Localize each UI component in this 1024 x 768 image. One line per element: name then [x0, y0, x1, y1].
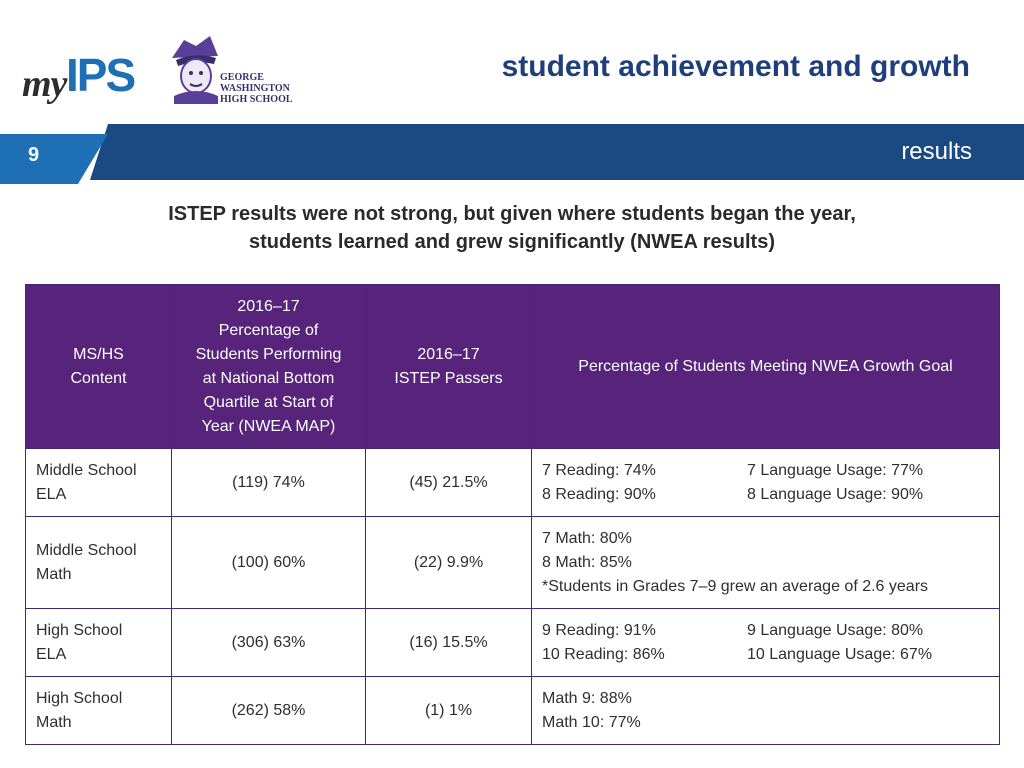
school-mascot-icon [166, 34, 224, 104]
table-row [26, 449, 1000, 517]
content-line: ELA [36, 645, 67, 663]
content-line: Math [36, 565, 72, 583]
page-title: student achievement and growth [501, 50, 970, 83]
cell-bottom-quartile: (119) 74% [172, 449, 366, 517]
table-row [26, 677, 1000, 745]
header-bq-line: 2016–17 [237, 297, 300, 315]
growth-line: Math 10: 77% [542, 713, 641, 731]
header-growth: Percentage of Students Meeting NWEA Growth Goal [532, 285, 1000, 449]
header-content-line: Content [70, 369, 127, 387]
cell-growth [532, 609, 1000, 677]
subtitle-line2: students learned and grew significantly (NWEA results) [248, 231, 775, 253]
growth-note: *Students in Grades 7–9 grew an average of 2.6 years [542, 577, 929, 595]
header-bq-line: Year (NWEA MAP) [201, 417, 336, 435]
cell-bottom-quartile: (262) 58% [172, 677, 366, 745]
content-line: High School [36, 621, 123, 639]
header-content [26, 285, 172, 449]
cell-content [26, 677, 172, 745]
table-header-row [26, 285, 1000, 449]
cell-istep: (1) 1% [366, 677, 532, 745]
table-row [26, 517, 1000, 609]
header-bq-line: Students Performing [195, 345, 342, 363]
cell-content [26, 609, 172, 677]
header-bottom-quartile [172, 285, 366, 449]
header-istep-line: ISTEP Passers [394, 369, 503, 387]
subtitle [60, 200, 964, 256]
myips-logo [22, 48, 148, 108]
results-table [25, 284, 1000, 745]
content-line: ELA [36, 485, 67, 503]
cell-growth [532, 517, 1000, 609]
content-line: Middle School [36, 461, 137, 479]
cell-istep: (45) 21.5% [366, 449, 532, 517]
school-logo-line2: WASHINGTON [220, 83, 290, 94]
growth-line: 8 Language Usage: 90% [747, 485, 924, 503]
growth-line: 7 Math: 80% [542, 529, 632, 547]
section-label: results [901, 138, 972, 165]
cell-content [26, 517, 172, 609]
header-istep-line: 2016–17 [417, 345, 480, 363]
myips-logo-ips: IPS [66, 49, 135, 101]
growth-line: 9 Reading: 91% [542, 621, 656, 639]
growth-line: Math 9: 88% [542, 689, 632, 707]
cell-growth [532, 677, 1000, 745]
subtitle-line1: ISTEP results were not strong, but given where students began the year, [168, 203, 856, 225]
growth-line: 7 Reading: 74% [542, 461, 656, 479]
header-bq-line: Quartile at Start of [203, 393, 334, 411]
section-banner [0, 124, 1024, 184]
growth-line: 9 Language Usage: 80% [747, 621, 924, 639]
cell-bottom-quartile: (100) 60% [172, 517, 366, 609]
growth-line: 8 Reading: 90% [542, 485, 656, 503]
header-bq-line: at National Bottom [202, 369, 335, 387]
myips-logo-my: my [22, 63, 67, 105]
school-logo-line3: HIGH SCHOOL [220, 94, 293, 105]
cell-bottom-quartile: (306) 63% [172, 609, 366, 677]
header-istep [366, 285, 532, 449]
header-bq-line: Percentage of [218, 321, 319, 339]
growth-line: 8 Math: 85% [542, 553, 632, 571]
header-content-line: MS/HS [73, 345, 124, 363]
page-number: 9 [28, 144, 40, 166]
content-line: Math [36, 713, 72, 731]
school-logo [166, 34, 306, 106]
growth-line: 10 Language Usage: 67% [747, 645, 933, 663]
content-line: High School [36, 689, 123, 707]
table-row [26, 609, 1000, 677]
content-line: Middle School [36, 541, 137, 559]
cell-istep: (22) 9.9% [366, 517, 532, 609]
cell-growth [532, 449, 1000, 517]
cell-content [26, 449, 172, 517]
growth-line: 7 Language Usage: 77% [747, 461, 924, 479]
cell-istep: (16) 15.5% [366, 609, 532, 677]
growth-line: 10 Reading: 86% [542, 645, 665, 663]
school-logo-line1: GEORGE [220, 72, 264, 83]
